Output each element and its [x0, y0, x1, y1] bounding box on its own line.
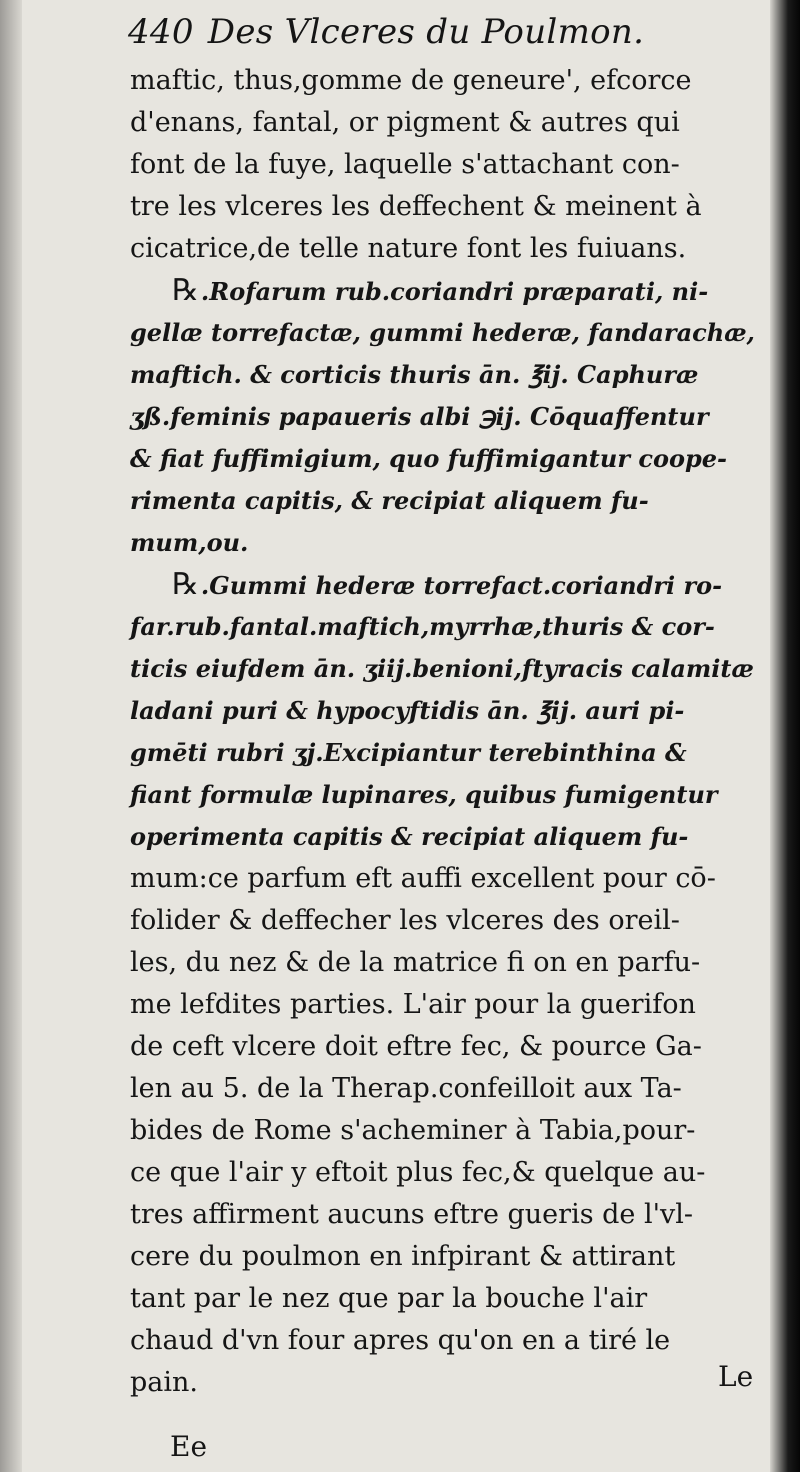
text-line: les, du nez & de la matrice fi on en parfu-	[130, 947, 701, 978]
text-line: d'enans, fantal, or pigment & autres qui	[130, 107, 680, 138]
page-gutter-left	[0, 0, 22, 1472]
recipe-line: rimenta capitis, & recipiat aliquem fu-	[130, 486, 649, 515]
recipe-line: fiant formulæ lupinares, quibus fumigentur	[130, 780, 718, 809]
running-header	[128, 12, 644, 52]
text-line: chaud d'vn four apres qu'on en a tiré le	[130, 1325, 671, 1356]
recipe-line: ʒß.feminis papaueris albi ℈ij. Cōquaffentur	[130, 402, 709, 431]
text-line: ce que l'air y eftoit plus fec,& quelque au-	[130, 1157, 706, 1188]
recipe-line: ℞.Gummi hederæ torrefact.coriandri ro-	[172, 567, 723, 602]
recipe-symbol: ℞	[172, 273, 199, 308]
text-line: tant par le nez que par la bouche l'air	[130, 1283, 648, 1314]
text-line: me lefdites parties. L'air pour la guerifon	[130, 989, 696, 1020]
recipe-line: & fiat fuffimigium, quo fuffimigantur coope-	[130, 444, 727, 473]
text-line: mum:ce parfum eft auffi excellent pour cō-	[130, 863, 716, 894]
text-line: folider & deffecher les vlceres des oreil-	[130, 905, 680, 936]
text-line: tres affirment aucuns eftre gueris de l'vl-	[130, 1199, 694, 1230]
text-line: tre les vlceres les deffechent & meinent à	[130, 191, 702, 222]
recipe-line: maftich. & corticis thuris ān. ℥ij. Caphuræ	[130, 360, 699, 389]
text-line: cicatrice,de telle nature font les fuiuans.	[130, 233, 687, 264]
recipe-line: far.rub.fantal.maftich,myrrhæ,thuris & cor-	[130, 612, 715, 641]
text-line: de ceft vlcere doit eftre fec, & pource Ga-	[130, 1031, 702, 1062]
text-line: cere du poulmon en infpirant & attirant	[130, 1241, 676, 1272]
page-gutter-right	[770, 0, 800, 1472]
signature-mark: Ee	[170, 1430, 208, 1463]
recipe-line: ℞.Rofarum rub.coriandri præparati, ni-	[172, 273, 709, 308]
recipe-symbol: ℞	[172, 567, 199, 602]
page-number: 440	[128, 12, 194, 52]
text-line: font de la fuye, laquelle s'attachant con-	[130, 149, 680, 180]
recipe-line: mum,ou.	[130, 528, 249, 557]
text-line: pain.	[130, 1367, 198, 1398]
recipe-line: gellæ torrefactæ, gummi hederæ, fandarachæ,	[130, 318, 755, 347]
text-line: len au 5. de la Therap.confeilloit aux Ta-	[130, 1073, 682, 1104]
text-line: maftic, thus,gomme de geneure', efcorce	[130, 65, 692, 96]
recipe-line: ladani puri & hypocyftidis ān. ℥ij. auri pi-	[130, 696, 685, 725]
recipe-line: ticis eiufdem ān. ʒiij.benioni,ftyracis calamitæ	[130, 654, 754, 683]
recipe-line: gmēti rubri ʒj.Excipiantur terebinthina &	[130, 738, 687, 767]
recipe-line: operimenta capitis & recipiat aliquem fu-	[130, 822, 689, 851]
running-title: Des Vlceres du Poulmon.	[207, 12, 645, 52]
text-line: bides de Rome s'acheminer à Tabia,pour-	[130, 1115, 696, 1146]
catchword: Le	[718, 1360, 754, 1393]
